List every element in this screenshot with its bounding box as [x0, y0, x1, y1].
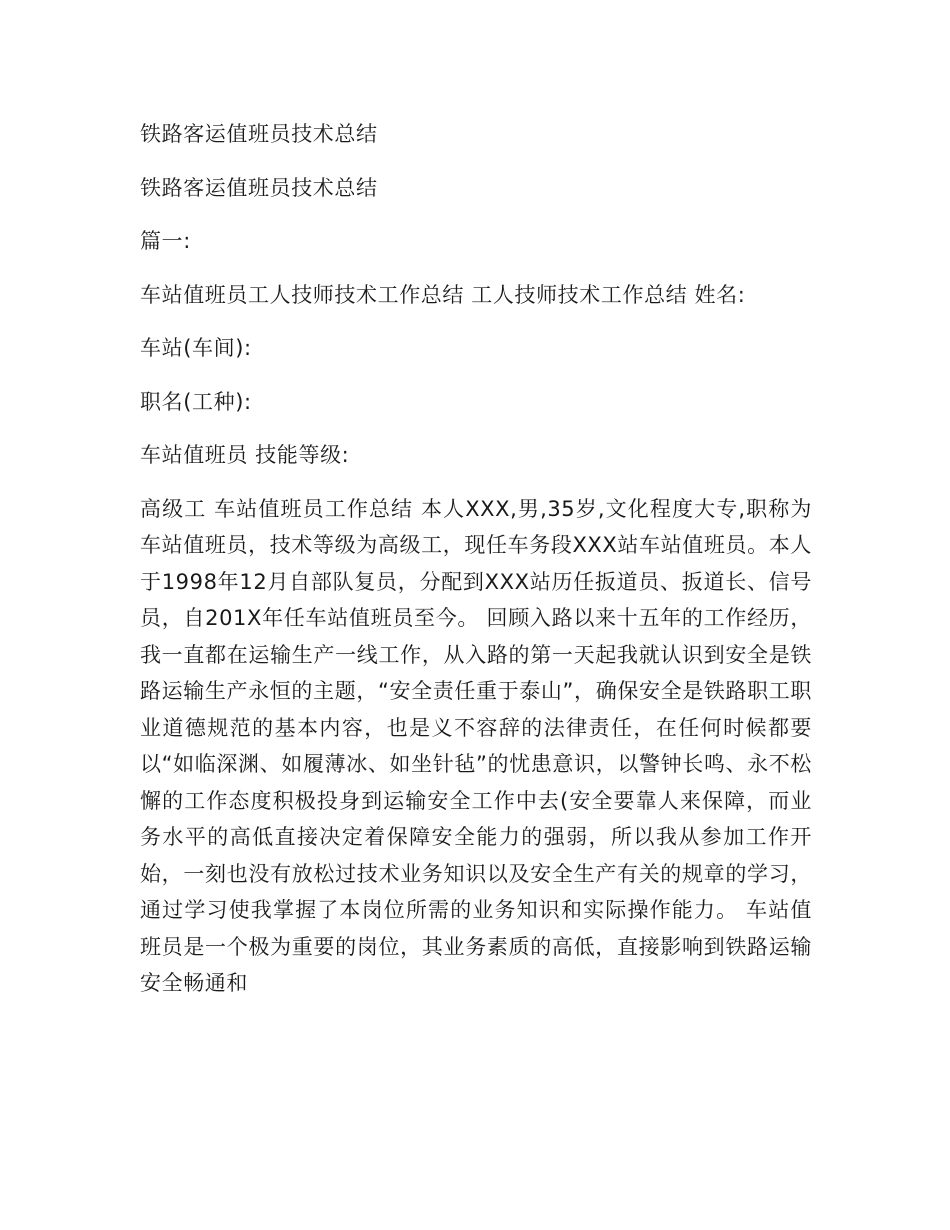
document-content [140, 116, 812, 1019]
field-station: 车站(车间): [140, 336, 252, 360]
document-subtitle: 铁路客运值班员技术总结 [140, 175, 378, 200]
section-label: 篇一: [140, 229, 191, 253]
document-title: 铁路客运值班员技术总结 [140, 122, 378, 146]
field-position: 职名(工种): [140, 389, 252, 414]
section-heading: 车站值班员工人技师技术工作总结 工人技师技术工作总结 姓名: [140, 282, 746, 307]
field-skill-level: 车站值班员 技能等级: [140, 443, 350, 467]
body-paragraph: 高级工 车站值班员工作总结 本人XXX,男,35岁,文化程度大专,职称为车站值班员，技术等级为高级工，现任车务段XXX站车站值班员。本人于1998年12月自部队复员，分配到XXX站历任扳道员、扳道长、信号员，自201X年任车站值班员至今。 回顾入路以来十五年的工作经历，我一直都在运输生产一线工作，从入路的第一天起我就认识到安全是铁路运输生产永恒的主题，“安全责任重于泰山”，确保安全是铁路职工职业道德规范的基本内容，也是义不容辞的法律责任，在任何时候都要以“如临深渊、如履薄冰、如坐针毡”的忧患意识，以警钟长鸣、永不松懈的工作态度积极投身到运输安全工作中去(安全要靠人来保障，而业务水平的高低直接决定着保障安全能力的强弱，所以我从参加工作开始，一刻也没有放松过技术业务知识以及安全生产有关的规章的学习，通过学习使我掌握了本岗位所需的业务知识和实际操作能力。 车站值班员是一个极为重要的岗位，其业务素质的高低，直接影响到铁路运输安全畅通和 [140, 496, 812, 995]
